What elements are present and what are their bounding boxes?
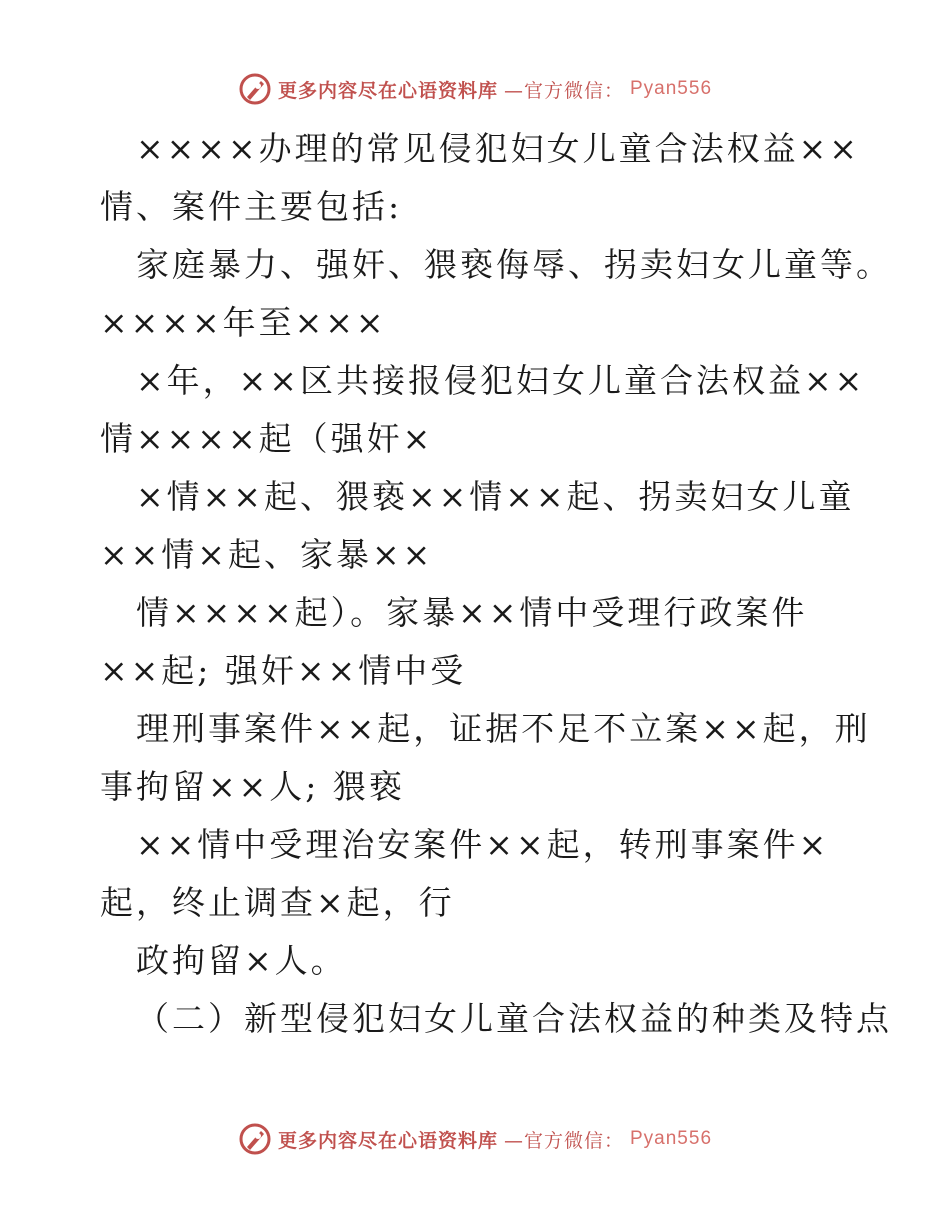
section-heading: （二）新型侵犯妇女儿童合法权益的种类及特点: [136, 999, 892, 1038]
watermark-account: Pyan556: [630, 1128, 713, 1149]
text-line: ××情中受理治安案件××起，转刑事案件×: [136, 825, 830, 864]
text-line: 政拘留×人。: [136, 941, 347, 980]
header-watermark: [0, 72, 950, 106]
text-line: 情××××起）。家暴××情中受理行政案件: [136, 593, 808, 632]
watermark-separator: —官方微信：: [503, 79, 624, 102]
watermark-separator: —官方微信：: [503, 1129, 624, 1152]
watermark-brand: 更多内容尽在心语资料库: [277, 1129, 498, 1152]
text-line: ×情××起、猥亵××情××起、拐卖妇女儿童: [136, 477, 855, 516]
pen-logo-icon: [238, 72, 272, 106]
pen-logo-icon: [238, 1122, 272, 1156]
text-line: 事拘留××人; 猥亵: [100, 767, 405, 806]
footer-watermark: [0, 1122, 950, 1156]
text-line: ××起; 强奸××情中受: [100, 651, 467, 690]
text-line: 起，终止调查×起，行: [100, 883, 455, 922]
text-line: 家庭暴力、强奸、猥亵侮辱、拐卖妇女儿童等。: [136, 245, 892, 284]
text-line: 理刑事案件××起，证据不足不立案××起，刑: [136, 709, 871, 748]
document-body: [100, 120, 892, 1048]
text-line: ×年，××区共接报侵犯妇女儿童合法权益××: [136, 361, 866, 400]
text-line: ××××办理的常见侵犯妇女儿童合法权益××: [136, 129, 860, 168]
text-line: ××××年至×××: [100, 303, 387, 342]
text-line: ××情×起、家暴××: [100, 535, 434, 574]
watermark-brand: 更多内容尽在心语资料库: [277, 79, 498, 102]
text-line: 情、案件主要包括:: [100, 187, 403, 226]
watermark-account: Pyan556: [630, 78, 713, 99]
text-line: 情××××起（强奸×: [100, 419, 434, 458]
